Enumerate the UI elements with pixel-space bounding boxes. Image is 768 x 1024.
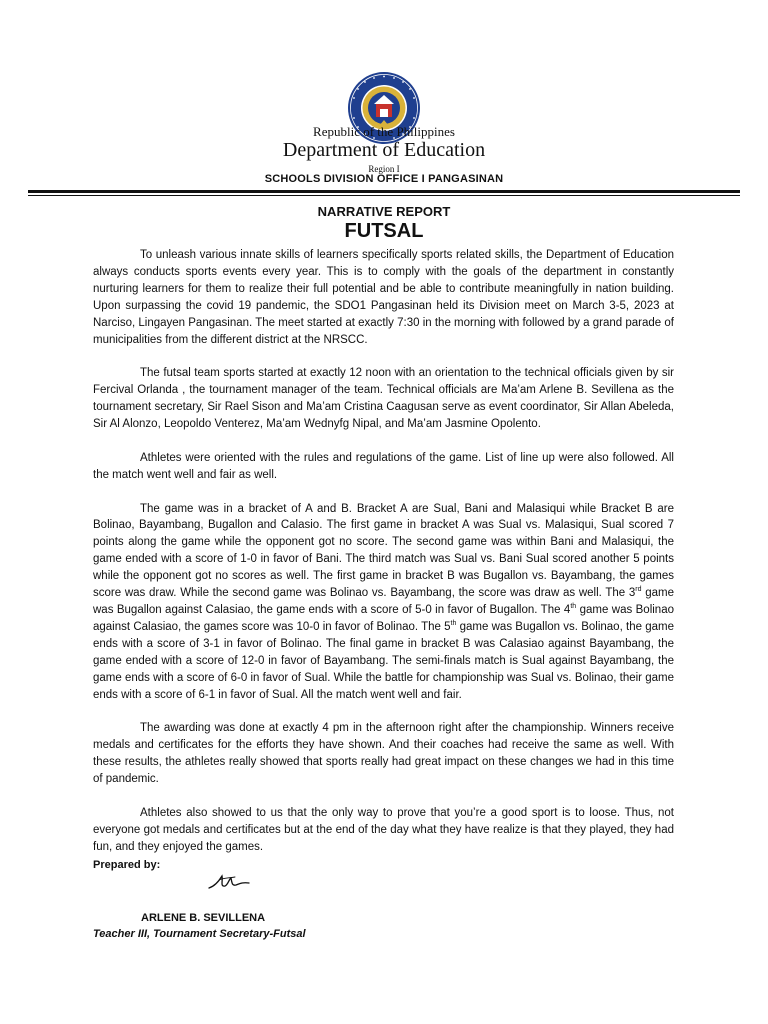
report-title: NARRATIVE REPORT [317,204,451,219]
game-results-text-d: game was Bugallon vs. Bolinao, the game ends with a score of 3-1 in favor of Bolinao. The final game in bracket B was Calasiao against Bayambang, the game ended with a score of 12-0 in favor of Bayambang. The semi-finals match is Sual against Bayambang, the game ends with a score of 6-0 in favor of Sual. While the battle for championship was Sual vs. Bolinao, their game ends with a score of 6-1 in favor of Sual. All the match went well and fair. [93,620,674,701]
signatory-position: Teacher III, Tournament Secretary-Futsal [93,928,306,940]
department-heading: Department of Education [282,139,486,161]
paragraph-game-results [93,501,674,704]
division-office-label: SCHOOLS DIVISION OFFICE I PANGASINAN [264,173,504,185]
region-label: Region I [368,164,400,174]
paragraph-awarding: The awarding was done at exactly 4 pm in the afternoon right after the championship. Winners receive medals and certificates for the efforts they have shown. And their coaches had receive the same as well. With these results, the athletes really showed that sports really had great impact on these changes we had in this time of pandemic. [93,722,674,786]
game-results-text-b: game was Bugallon against Calasiao, the game ends with a score of 5-0 in favor of Bugallon. The 4 [93,587,674,616]
paragraph-conclusion: Athletes also showed to us that the only way to prove that you’re a good sport is to loose. Thus, not everyone got medals and certificates but at the end of the day what they have realize is that they played, they had fun, and they enjoyed the games. [93,806,674,853]
header-divider-thick [28,190,740,193]
prepared-by-label: Prepared by: [93,859,161,871]
handwritten-signature [207,871,251,893]
ordinal-suffix: th [570,603,577,611]
republic-heading: Republic of the Philippines [313,124,455,139]
report-subject: FUTSAL [344,220,424,242]
game-results-text-c: game was Bolinao against Calasiao, the games score was 10-0 in favor of Bolinao. The 5 [93,603,674,633]
report-body [93,247,674,872]
paragraph-orientation: Athletes were oriented with the rules and regulations of the game. List of line up were also followed. All the match went well and fair as well. [93,451,674,481]
ordinal-suffix: rd [635,586,642,594]
signatory-name: ARLENE B. SEVILLENA [141,912,266,924]
game-results-text-a: The game was in a bracket of A and B. Bracket A are Sual, Bani and Malasiqui while Bracket B are Bolinao, Bayambang, Bugallon and Calasio. The first game in bracket A was Sual vs. Malasiqui, Sual scored 7 points along the game while the opponent got no score. The second game was within Bani and Malasiqui, the game ended with a score of 1-0 in favor of Bani. The third match was Sual vs. Bani Sual scored another 5 points while the opponent got no scores as well. The first game in bracket B was Bugallon vs. Bayambang, the games score was draw. While the second game was Bolinao vs. Bayambang, the score was draw as well. The 3 [93,502,674,600]
ordinal-suffix: th [450,620,457,628]
header-divider-thin [28,195,740,196]
paragraph-introduction: To unleash various innate skills of learners specifically sports related skills, the Department of Education always conducts sports events every year. This is to comply with the goals of the department in constantly nurturing learners for them to realize their full potential and be able to contribute meaningfully in nation building. Upon surpassing the covid 19 pandemic, the SDO1 Pangasinan held its Division meet on March 3-5, 2023 at Narciso, Lingayen Pangasinan. The meet started at exactly 7:30 in the morning with followed by a grand parade of municipalities from the different district at the NRSCC. [93,249,674,346]
paragraph-officials: The futsal team sports started at exactly 12 noon with an orientation to the technical officials given by sir Fercival Orlanda , the tournament manager of the team. Technical officials are Ma’am Arlene B. Sevillena as the tournament secretary, Sir Rael Sison and Ma’am Cristina Caagusan serve as event coordinator, Sir Allan Abeleda, Sir Al Alonzo, Leopoldo Venterez, Ma’am Wednyfg Nipal, and Ma’am Jasmine Opolento. [93,367,674,431]
